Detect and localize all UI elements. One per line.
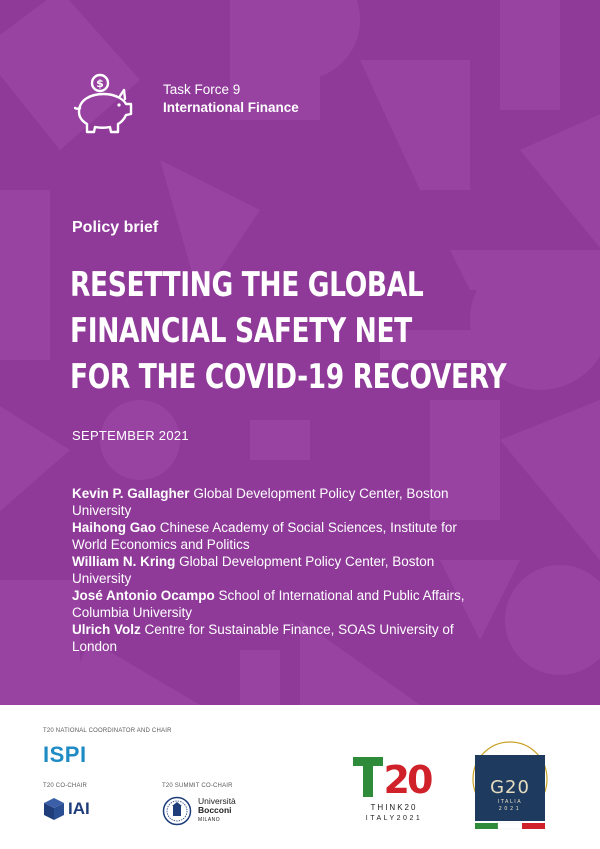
- task-force-number: Task Force 9: [163, 82, 241, 97]
- svg-text:ITALIA: ITALIA: [497, 799, 523, 805]
- iai-cube-icon: [43, 797, 65, 821]
- bocconi-text: [198, 797, 236, 826]
- title-line-3: FOR THE COVID-19 RECOVERY: [70, 357, 507, 397]
- svg-text:G20: G20: [490, 777, 530, 798]
- author-affiliation: Global Development Policy Center, Boston University: [72, 554, 435, 586]
- svg-text:20: 20: [383, 758, 431, 801]
- author-affiliation: School of International and Public Affairs, Columbia University: [72, 588, 465, 620]
- svg-text:$: $: [96, 77, 104, 90]
- iai-logo: [43, 797, 90, 821]
- author-entry: [72, 553, 492, 587]
- author-list: [72, 485, 492, 655]
- bocconi-seal-icon: [162, 796, 192, 826]
- task-force-header: [74, 72, 299, 138]
- coordinator-label: T20 NATIONAL COORDINATOR AND CHAIR: [43, 728, 172, 734]
- g20-italia-logo: [471, 739, 549, 831]
- t20-think20: THINK20: [370, 803, 418, 812]
- summit-cochair-label: T20 SUMMIT CO-CHAIR: [162, 783, 233, 789]
- author-name: William N. Kring: [72, 554, 176, 569]
- piggy-bank-dollar-icon: [74, 72, 140, 138]
- title-line-1: RESETTING THE GLOBAL: [70, 265, 424, 305]
- author-affiliation: Chinese Academy of Social Sciences, Institute for World Economics and Politics: [72, 520, 457, 552]
- author-name: Kevin P. Gallagher: [72, 486, 190, 501]
- title-line-2: FINANCIAL SAFETY NET: [70, 311, 412, 351]
- t20-logo: [351, 753, 437, 801]
- author-entry: [72, 621, 492, 655]
- svg-text:2021: 2021: [498, 806, 522, 812]
- bocconi-line-1: Università: [198, 795, 236, 806]
- author-entry: [72, 485, 492, 519]
- document-title: [70, 262, 506, 400]
- author-name: José Antonio Ocampo: [72, 588, 215, 603]
- author-name: Ulrich Volz: [72, 622, 141, 637]
- document-type: Policy brief: [72, 219, 159, 236]
- author-entry: [72, 587, 492, 621]
- author-affiliation: Centre for Sustainable Finance, SOAS University of London: [72, 622, 454, 654]
- author-name: Haihong Gao: [72, 520, 156, 535]
- author-affiliation: Global Development Policy Center, Boston University: [72, 486, 449, 518]
- iai-logo-text: IAI: [68, 799, 90, 818]
- cochair-label: T20 CO-CHAIR: [43, 783, 88, 789]
- bocconi-logo: [162, 796, 236, 826]
- publication-date: SEPTEMBER 2021: [72, 428, 189, 443]
- ispi-logo: ISPI: [43, 742, 87, 767]
- task-force-text: [163, 81, 299, 117]
- bocconi-line-2: Bocconi: [198, 805, 232, 816]
- author-entry: [72, 519, 492, 553]
- bocconi-line-3: MILANO: [198, 816, 221, 823]
- task-force-topic: International Finance: [163, 100, 299, 115]
- t20-italy2021: ITALY2021: [365, 815, 423, 822]
